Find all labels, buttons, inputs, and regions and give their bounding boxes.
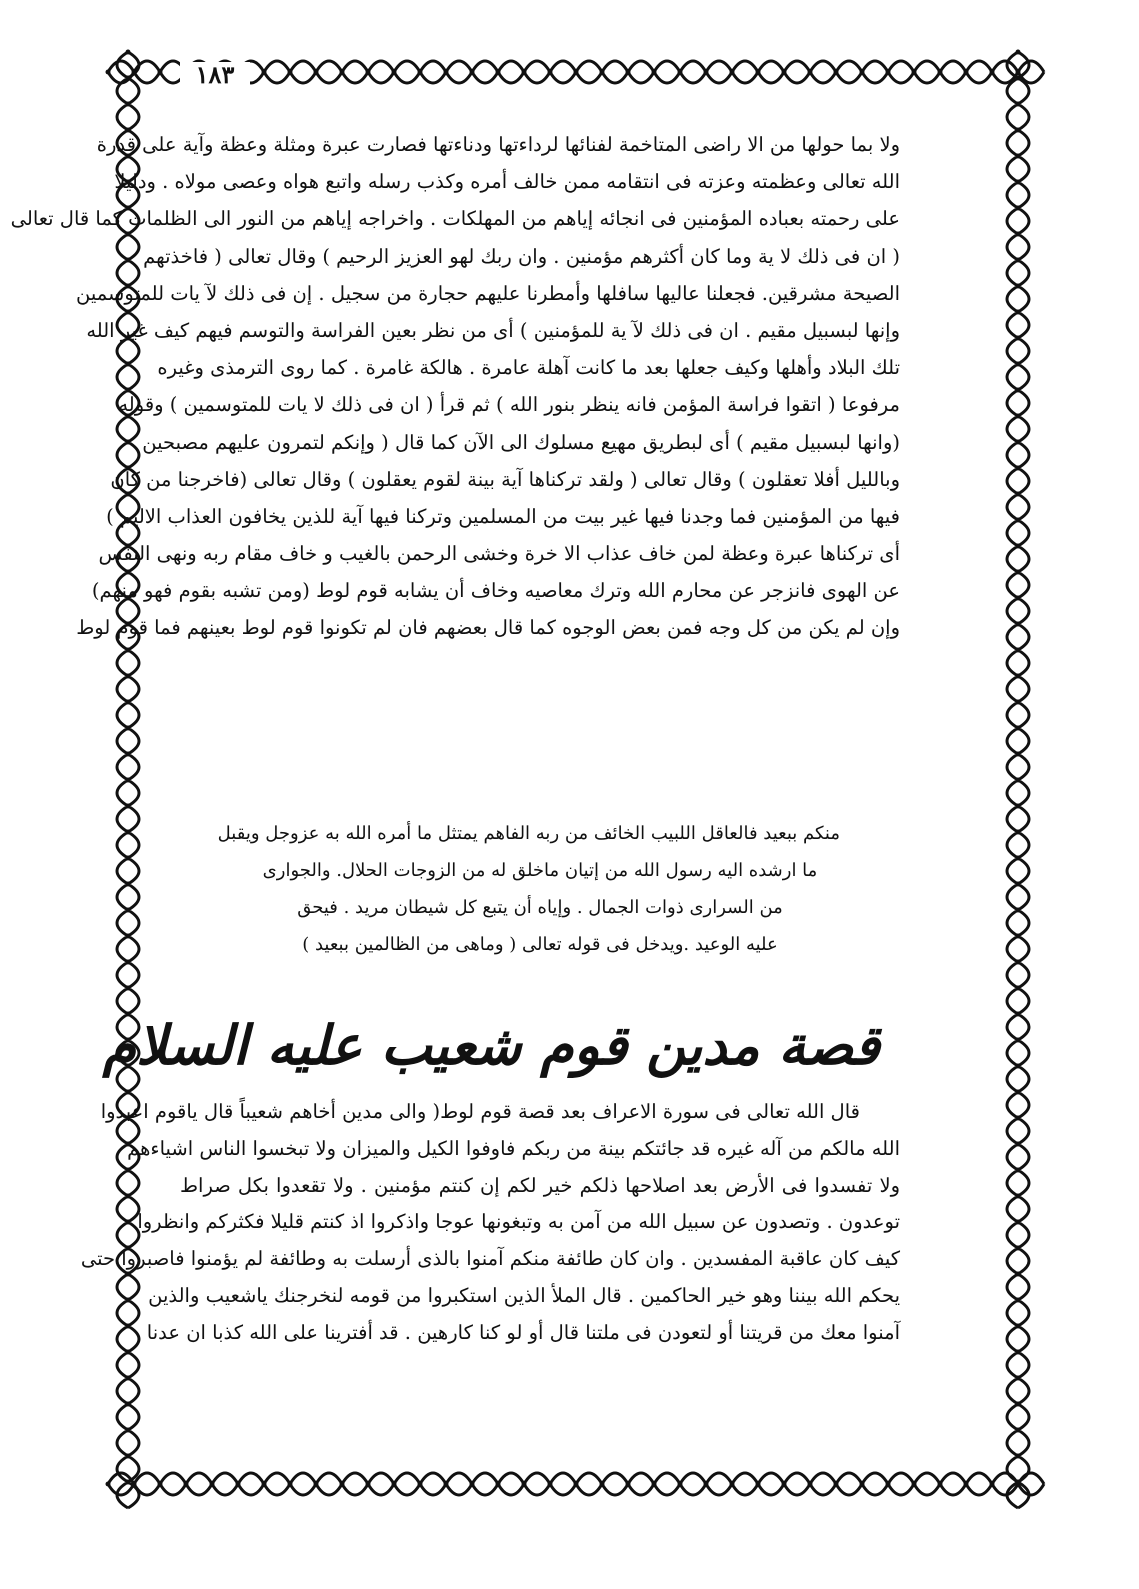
rope-knot (392, 70, 397, 75)
rope-knot (1016, 1220, 1021, 1225)
rope-knot (548, 1482, 553, 1487)
text-line: على رحمته بعباده المؤمنين فى انجائه إياهم من المهلكات . واخراجه إياهم من النور الى الظلمات كما قال تعالى (10, 207, 900, 231)
rope-knot (652, 70, 657, 75)
rope-knot (522, 1482, 527, 1487)
text-line: عن الهوى فانزجر عن محارم الله وترك معاصيه وخاف أن يشابه قوم لوط (ومن تشبه بقوم فهو منهم) (91, 579, 900, 603)
rope-knot (756, 70, 761, 75)
chapter-title: قصة مدين قوم شعيب عليه السلام (102, 1013, 880, 1077)
rope-knot (158, 1482, 163, 1487)
rope-knot (126, 1376, 131, 1381)
text-line: الصيحة مشرقين. فجعلنا عاليها سافلها وأمطرنا عليهم حجارة من سجيل . إن فى ذلك لآ يات للمتوسمين (76, 281, 900, 305)
rope-knot (126, 778, 131, 783)
rope-knot (126, 102, 131, 107)
rope-knot (1016, 1012, 1021, 1017)
rope-knot (126, 1324, 131, 1329)
rope-knot (1016, 102, 1021, 107)
rope-knot (340, 1482, 345, 1487)
rope-knot (1016, 206, 1021, 211)
rope-knot (366, 70, 371, 75)
rope-knot (126, 1194, 131, 1199)
text-line: يحكم الله بيننا وهو خير الحاكمين . قال الملأ الذين استكبروا من قومه لنخرجنك ياشعيب والذين (148, 1283, 900, 1307)
rope-knot (1016, 596, 1021, 601)
rope-knot (1016, 232, 1021, 237)
rope-knot (1016, 934, 1021, 939)
rope-knot (1016, 388, 1021, 393)
rope-knot (126, 908, 131, 913)
text-line: ( ان فى ذلك لا ية وما كان أكثرهم مؤمنين . وان ربك لهو العزيز الرحيم ) وقال تعالى ( فاخذتهم (143, 244, 900, 268)
rope-knot (1016, 908, 1021, 913)
text-line: ولا تفسدوا فى الأرض بعد اصلاحها ذلكم خير لكم إن كنتم مؤمنين . ولا تقعدوا بكل صراط (180, 1173, 900, 1197)
text-line: قال الله تعالى فى سورة الاعراف بعد قصة قوم لوط( والى مدين أخاهم شعيباً قال ياقوم اعبدوا (100, 1100, 860, 1123)
rope-knot (1016, 960, 1021, 965)
rope-knot (126, 856, 131, 861)
rope-knot (574, 70, 579, 75)
text-line: كيف كان عاقبة المفسدين . وان كان طائفة منكم آمنوا بالذى أرسلت به وطائفة لم يؤمنوا فاصبروا حتى (80, 1247, 900, 1271)
rope-knot (704, 70, 709, 75)
text-line: (وانها لبسبيل مقيم ) أى لبطريق مهيع مسلوك الى الآن كما قال ( وإنكم لتمرون عليهم مصبحين (142, 430, 900, 454)
page-number: ١٨٣ (180, 62, 250, 88)
rope-knot (730, 1482, 735, 1487)
rope-knot (126, 674, 131, 679)
rope-knot (1016, 830, 1021, 835)
rope-knot (938, 70, 943, 75)
rope-knot (444, 70, 449, 75)
rope-knot (1016, 1428, 1021, 1433)
text-line: تلك البلاد وأهلها وكيف جعلها بعد ما كانت آهلة عامرة . هالكة غامرة . كما روى الترمذى وغيره (157, 356, 900, 380)
rope-knot (1016, 1272, 1021, 1277)
text-line: توعدون . وتصدون عن سبيل الله من آمن به وتبغونها عوجا واذكروا اذ كنتم قليلا فكثركم وانظروا (137, 1210, 900, 1234)
rope-knot (964, 70, 969, 75)
rope-knot (1016, 1298, 1021, 1303)
rope-knot (1016, 284, 1021, 289)
centered-line: عليه الوعيد .ويدخل فى قوله تعالى ( وماهى من الظالمين ببعيد ) (302, 934, 778, 955)
rope-knot (756, 1482, 761, 1487)
rope-knot (184, 1482, 189, 1487)
rope-knot (600, 70, 605, 75)
rope-knot (418, 70, 423, 75)
rope-knot (1016, 492, 1021, 497)
rope-knot (126, 960, 131, 965)
rope-knot (496, 70, 501, 75)
rope-knot (288, 70, 293, 75)
rope-knot (126, 1454, 131, 1459)
rope-knot (1016, 1480, 1021, 1485)
centered-line: من السرارى ذوات الجمال . وإياه أن يتبع كل شيطان مريد . فيحق (297, 897, 783, 918)
rope-knot (126, 830, 131, 835)
rope-knot (444, 1482, 449, 1487)
rope-knot (1016, 154, 1021, 159)
rope-knot (1016, 622, 1021, 627)
rope-knot (126, 700, 131, 705)
rope-knot (912, 1482, 917, 1487)
rope-knot (886, 1482, 891, 1487)
rope-knot (1016, 180, 1021, 185)
chapter-body-text (80, 1094, 900, 1352)
rope-knot (782, 1482, 787, 1487)
rope-knot (1016, 518, 1021, 523)
rope-knot (126, 726, 131, 731)
rope-knot (834, 70, 839, 75)
rope-knot (938, 1482, 943, 1487)
rope-knot (1016, 570, 1021, 575)
rope-knot (626, 70, 631, 75)
rope-knot (1016, 1454, 1021, 1459)
rope-knot (126, 76, 131, 81)
rope-knot (1016, 440, 1021, 445)
text-line: الله تعالى وعظمته وعزته فى انتقامه ممن خالف أمره وكذب رسله واتبع هواه وعصى مولاه . ودليلا (114, 170, 900, 194)
rope-knot (262, 70, 267, 75)
rope-knot (126, 1428, 131, 1433)
rope-knot (288, 1482, 293, 1487)
rope-knot (126, 1298, 131, 1303)
rope-knot (366, 1482, 371, 1487)
rope-knot (782, 70, 787, 75)
rope-knot (1016, 466, 1021, 471)
rope-knot (1016, 648, 1021, 653)
text-line: وبالليل أفلا تعقلون ) وقال تعالى ( ولقد تركناها آية بينة لقوم يعقلون ) وقال تعالى (فاخرجنا من كان (110, 467, 900, 491)
rope-knot (678, 1482, 683, 1487)
border-right-ornament-icon (998, 52, 1038, 1504)
rope-knot (808, 1482, 813, 1487)
rope-knot (886, 70, 891, 75)
rope-knot (158, 70, 163, 75)
rope-knot (1016, 1142, 1021, 1147)
rope-knot (574, 1482, 579, 1487)
centered-paragraph (217, 815, 840, 963)
rope-knot (126, 934, 131, 939)
rope-knot (1016, 258, 1021, 263)
rope-knot (860, 1482, 865, 1487)
rope-knot (990, 70, 995, 75)
rope-knot (1016, 310, 1021, 315)
rope-knot (126, 1480, 131, 1485)
rope-knot (912, 70, 917, 75)
text-line: آمنوا معك من قريتنا أو لتعودن فى ملتنا قال أو لو كنا كارهين . قد أفترينا على الله كذبا ان عدنا (146, 1320, 900, 1344)
rope-knot (126, 50, 131, 55)
rope-knot (1016, 674, 1021, 679)
rope-knot (262, 1482, 267, 1487)
rope-knot (126, 1168, 131, 1173)
rope-knot (1016, 986, 1021, 991)
rope-knot (210, 1482, 215, 1487)
rope-knot (548, 70, 553, 75)
rope-knot (126, 882, 131, 887)
rope-knot (522, 70, 527, 75)
text-line: أى تركناها عبرة وعظة لمن خاف عذاب الا خرة وخشى الرحمن بالغيب و خاف مقام ربه ونهى النفس (98, 542, 900, 566)
border-bottom-ornament-icon (108, 1464, 1038, 1504)
rope-knot (126, 986, 131, 991)
rope-knot (418, 1482, 423, 1487)
rope-knot (1016, 1376, 1021, 1381)
rope-knot (126, 362, 131, 367)
rope-knot (1016, 700, 1021, 705)
text-line: مرفوعا ( اتقوا فراسة المؤمن فانه ينظر بنور الله ) ثم قرأ ( ان فى ذلك لا يات للمتوسمين ) وقوله (118, 393, 900, 417)
rope-knot (126, 1220, 131, 1225)
rope-knot (964, 1482, 969, 1487)
text-line: وإن لم يكن من كل وجه فمن بعض الوجوه كما قال بعضهم فان لم تكونوا قوم لوط بعينهم فما قوم لوط (76, 616, 900, 640)
rope-knot (1016, 882, 1021, 887)
text-line: فيها من المؤمنين فما وجدنا فيها غير بيت من المسلمين وتركنا فيها آية للذين يخافون العذاب الاليم ) (106, 504, 900, 528)
rope-knot (1016, 362, 1021, 367)
rope-knot (678, 70, 683, 75)
rope-knot (860, 70, 865, 75)
rope-knot (126, 440, 131, 445)
rope-knot (236, 1482, 241, 1487)
text-line: الله مالكم من آله غيره قد جائتكم بينة من ربكم فاوفوا الكيل والميزان ولا تبخسوا الناس اشياءهم (127, 1136, 900, 1160)
text-line: وإنها لبسبيل مقيم . ان فى ذلك لآ ية للمؤمنين ) أى من نظر بعين الفراسة والتوسم فيهم كيف غير الله (86, 318, 900, 342)
rope-knot (1016, 1324, 1021, 1329)
rope-knot (1016, 1064, 1021, 1069)
rope-knot (1016, 804, 1021, 809)
rope-knot (470, 1482, 475, 1487)
border-left-ornament-icon (108, 52, 148, 1504)
rope-knot (808, 70, 813, 75)
rope-knot (1016, 1090, 1021, 1095)
rope-knot (600, 1482, 605, 1487)
rope-knot (1016, 778, 1021, 783)
rope-knot (1016, 76, 1021, 81)
centered-line: ما ارشده اليه رسول الله من إتيان ماخلق له من الزوجات الحلال. والجوارى (262, 860, 818, 881)
rope-knot (392, 1482, 397, 1487)
rope-knot (126, 804, 131, 809)
rope-knot (340, 70, 345, 75)
rope-knot (1016, 1246, 1021, 1251)
body-text (10, 126, 900, 647)
rope-knot (1016, 128, 1021, 133)
rope-knot (1016, 1116, 1021, 1121)
rope-knot (652, 1482, 657, 1487)
rope-knot (1016, 1402, 1021, 1407)
rope-knot (1016, 50, 1021, 55)
centered-line: منكم ببعيد فالعاقل اللبيب الخائف من ربه الفاهم يمتثل ما أمره الله به عزوجل ويقبل (217, 823, 840, 844)
rope-knot (1016, 1168, 1021, 1173)
rope-knot (1016, 544, 1021, 549)
rope-knot (126, 752, 131, 757)
rope-knot (834, 1482, 839, 1487)
rope-knot (1016, 1038, 1021, 1043)
rope-knot (126, 648, 131, 653)
rope-knot (126, 1350, 131, 1355)
rope-knot (1016, 752, 1021, 757)
text-line: ولا بما حولها من الا راضى المتاخمة لفنائها لرداءتها ودناءتها فصارت عبرة ومثلة وعظة وآية على قدرة (96, 133, 900, 156)
rope-knot (314, 70, 319, 75)
rope-knot (1016, 336, 1021, 341)
rope-knot (1016, 726, 1021, 731)
rope-knot (470, 70, 475, 75)
rope-knot (496, 1482, 501, 1487)
rope-knot (126, 1402, 131, 1407)
rope-knot (1016, 414, 1021, 419)
rope-knot (1016, 1194, 1021, 1199)
rope-knot (1016, 1350, 1021, 1355)
rope-knot (730, 70, 735, 75)
rope-knot (1016, 856, 1021, 861)
rope-knot (990, 1482, 995, 1487)
rope-knot (626, 1482, 631, 1487)
rope-knot (314, 1482, 319, 1487)
rope-knot (126, 258, 131, 263)
rope-knot (704, 1482, 709, 1487)
